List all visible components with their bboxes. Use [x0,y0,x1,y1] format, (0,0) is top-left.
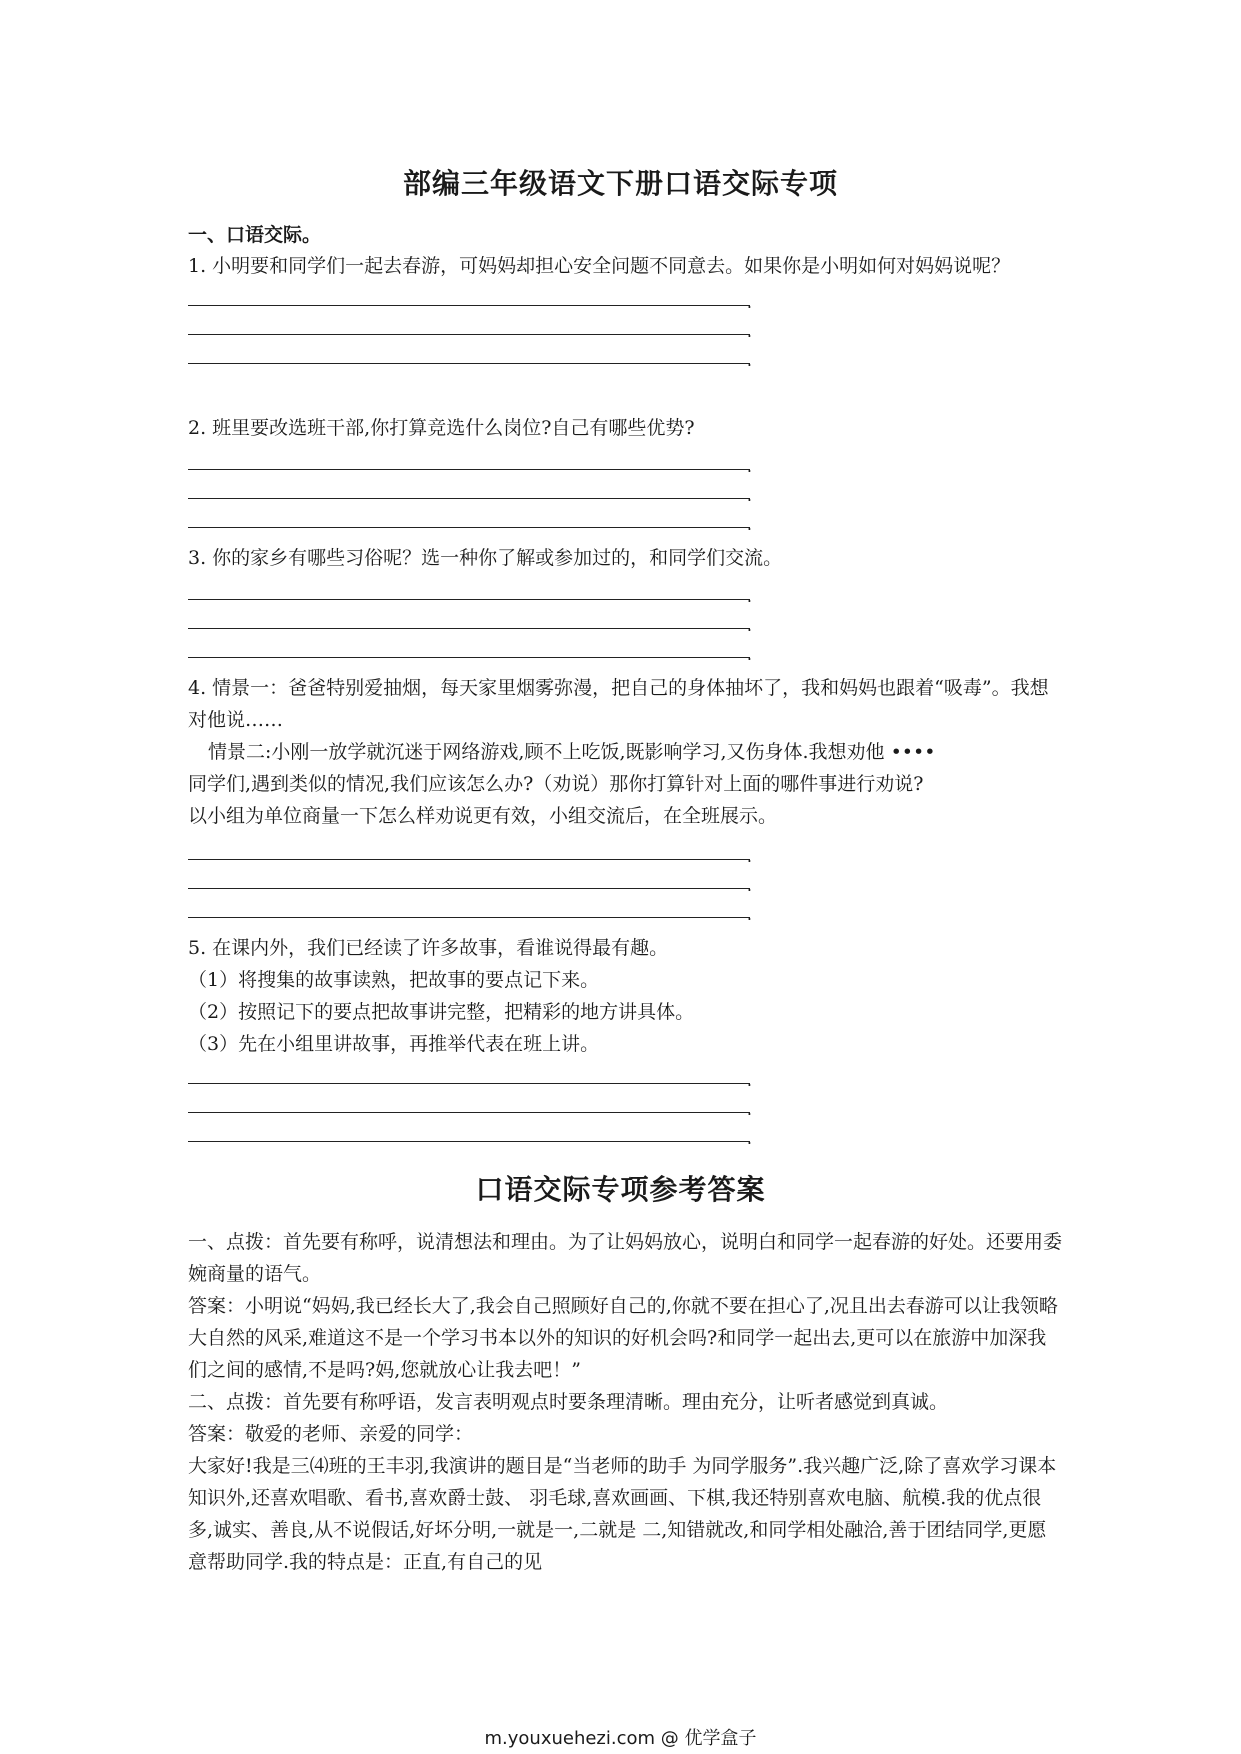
answer-line[interactable] [188,477,752,503]
answer-line[interactable] [188,284,752,310]
line-end-mark: . [746,515,752,534]
question-4-prompt: 同学们,遇到类似的情况,我们应该怎么办?（劝说）那你打算针对上面的哪件事进行劝说? [188,773,924,795]
line-end-mark: . [746,351,752,370]
line-end-mark: . [746,322,752,341]
answer-line[interactable] [188,506,752,532]
line-end-mark: . [746,616,752,635]
answer-line[interactable] [188,867,752,893]
answer-line[interactable] [188,313,752,339]
answer-line[interactable] [188,1062,752,1088]
line-end-mark: . [746,1100,752,1119]
answer-line[interactable] [188,342,752,368]
answer-line[interactable] [188,1091,752,1117]
question-3-text: 3. 你的家乡有哪些习俗呢？选一种你了解或参加过的，和同学们交流。 [188,547,783,569]
answer-line[interactable] [188,448,752,474]
question-1 [188,250,1058,282]
answer-1-hint: 一、点拨：首先要有称呼，说清想法和理由。为了让妈妈放心，说明白和同学一起春游的好处。还要用委婉商量的语气。 [188,1231,1063,1285]
answer-1-sample: 答案：小明说“妈妈,我已经长大了,我会自己照顾好自己的,你就不要在担心了,况且出去春游可以让我领略大自然的风采,难道这不是一个学习书本以外的知识的好机会吗?和同学一起出去,更可以在旅游中加深我们之间的感情,不是吗?妈,您就放心让我去吧！” [188,1295,1058,1381]
question-2-text: 2. 班里要改选班干部,你打算竞选什么岗位?自己有哪些优势? [188,417,695,439]
answer-2-sample: 大家好!我是三⑷班的王丰羽,我演讲的题目是“当老师的助手 为同学服务”.我兴趣广泛,除了喜欢学习课本知识外,还喜欢唱歌、看书,喜欢爵士鼓、 羽毛球,喜欢画画、下棋,我还特别喜欢电脑、航模.我的优点很多,诚实、善良,从不说假话,好坏分明,一就是一,二就是 二,知错就改,和同学相处融洽,善于团结同学,更愿意帮助同学.我的特点是：正直,有自己的见 [188,1455,1057,1573]
answer-2-greeting: 答案：敬爱的老师、亲爱的同学： [188,1423,474,1445]
line-end-mark: . [746,645,752,664]
answer-2-hint: 二、点拨：首先要有称呼语，发言表明观点时要条理清晰。理由充分，让听者感觉到真诚。 [188,1391,949,1413]
answer-line[interactable] [188,636,752,662]
line-end-mark: . [746,876,752,895]
line-end-mark: . [746,1129,752,1148]
question-5-text: 5. 在课内外，我们已经读了许多故事，看谁说得最有趣。 [188,937,669,959]
question-5-step-3: （3）先在小组里讲故事，再推举代表在班上讲。 [188,1033,600,1055]
answer-line[interactable] [188,607,752,633]
question-4-instruction: 以小组为单位商量一下怎么样劝说更有效，小组交流后，在全班展示。 [188,805,778,827]
question-4-scenario-1: 4. 情景一：爸爸特别爱抽烟，每天家里烟雾弥漫，把自己的身体抽坏了，我和妈妈也跟着“吸毒”。我想对他说…… [188,677,1049,731]
footer-watermark: m.youxuehezi.com @ 优学盒子 [484,1728,757,1749]
line-end-mark: . [746,457,752,476]
question-5-step-2: （2）按照记下的要点把故事讲完整，把精彩的地方讲具体。 [188,1001,695,1023]
line-end-mark: . [746,905,752,924]
question-3 [188,542,1058,574]
question-5-step-1: （1）将搜集的故事读熟，把故事的要点记下来。 [188,969,600,991]
line-end-mark: . [746,293,752,312]
line-end-mark: . [746,1071,752,1090]
answer-line[interactable] [188,578,752,604]
answer-key [188,1226,1063,1578]
section-heading: 一、口语交际。 [188,224,322,246]
answer-key-title: 口语交际专项参考答案 [475,1173,766,1206]
question-1-text: 1. 小明要和同学们一起去春游，可妈妈却担心安全问题不同意去。如果你是小明如何对妈妈说呢？ [188,255,1011,277]
line-end-mark: . [746,486,752,505]
page-title: 部编三年级语文下册口语交际专项 [402,167,838,200]
line-end-mark: . [746,847,752,866]
question-4 [188,672,1058,832]
answer-line[interactable] [188,838,752,864]
question-5 [188,932,1058,1060]
answer-line[interactable] [188,896,752,922]
question-2 [188,412,1058,444]
line-end-mark: . [746,587,752,606]
question-4-scenario-2: 情景二:小刚一放学就沉迷于网络游戏,顾不上吃饭,既影响学习,又伤身体.我想劝他 •••• [208,741,936,763]
answer-line[interactable] [188,1120,752,1146]
